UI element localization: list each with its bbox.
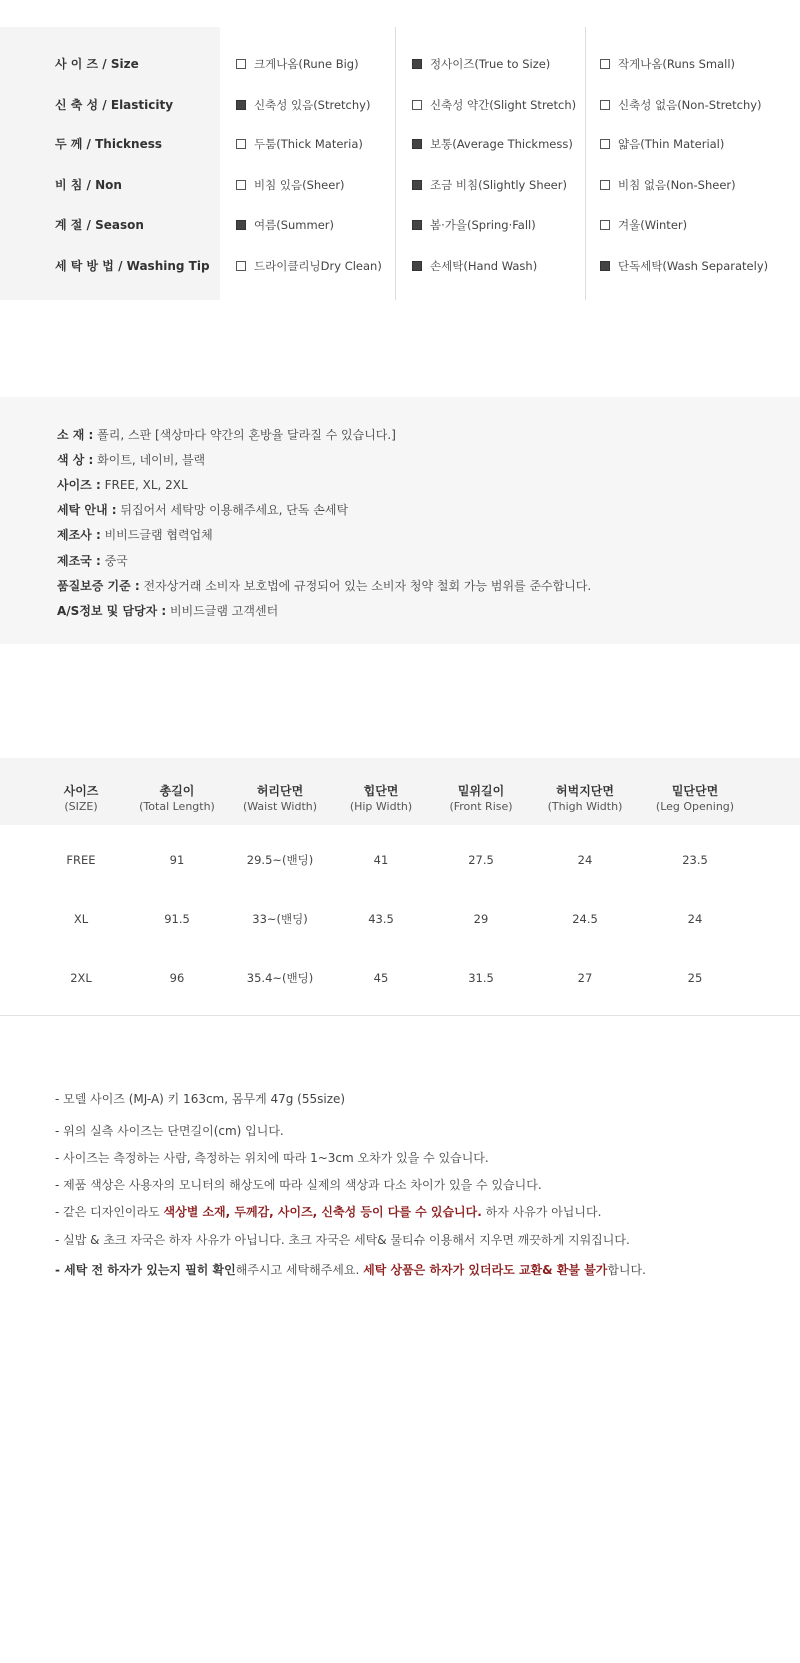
table-cell: 91 bbox=[169, 853, 185, 867]
table-cell: 43.5 bbox=[368, 912, 394, 926]
table-cell: 27.5 bbox=[468, 853, 494, 867]
checked-box-icon bbox=[412, 139, 422, 149]
column-header-korean: 밑단단면 bbox=[671, 784, 719, 798]
attribute-label: 사 이 즈 / Size bbox=[55, 57, 139, 71]
attribute-option-label: 단독세탁(Wash Separately) bbox=[618, 259, 769, 273]
table-cell: 96 bbox=[169, 971, 185, 985]
note-warning-text: 세탁 상품은 하자가 있더라도 교환& 환불 불가 bbox=[363, 1263, 608, 1277]
product-info-value: 폴리, 스판 [색상마다 약간의 혼방율 달라질 수 있습니다.] bbox=[93, 428, 396, 442]
attribute-option-label: 얇음(Thin Material) bbox=[618, 137, 725, 151]
column-header-korean: 밑위길이 bbox=[457, 784, 505, 798]
table-cell: 24 bbox=[687, 912, 703, 926]
product-info-value: FREE, XL, 2XL bbox=[100, 478, 188, 492]
column-header-english: (Leg Opening) bbox=[655, 800, 735, 813]
attribute-label: 신 축 성 / Elasticity bbox=[55, 98, 174, 112]
table-cell: 23.5 bbox=[682, 853, 708, 867]
unchecked-box-icon bbox=[236, 180, 246, 190]
attribute-option-label: 정사이즈(True to Size) bbox=[430, 57, 551, 71]
product-info-key: 색 상 : bbox=[57, 453, 94, 467]
attribute-option bbox=[600, 256, 768, 276]
table-cell: FREE bbox=[66, 853, 96, 867]
attribute-option-label: 조금 비침(Slightly Sheer) bbox=[430, 178, 567, 192]
attribute-option bbox=[236, 54, 359, 74]
column-header-english: (Thigh Width) bbox=[547, 800, 623, 813]
attribute-option-label: 여름(Summer) bbox=[254, 218, 334, 232]
product-info-key: 세탁 안내 : bbox=[57, 503, 117, 517]
note-text: 합니다. bbox=[607, 1263, 646, 1277]
note-item: - 사이즈는 측정하는 사람, 측정하는 위치에 따라 1~3cm 오차가 있을 수 있습니다. bbox=[55, 1151, 489, 1165]
attribute-option bbox=[412, 256, 537, 276]
attribute-option-label: 겨울(Winter) bbox=[618, 218, 688, 232]
column-header-korean: 허리단면 bbox=[256, 784, 304, 798]
column-header-english: (Waist Width) bbox=[242, 800, 318, 813]
attribute-option bbox=[236, 256, 382, 276]
product-info-line bbox=[57, 425, 396, 445]
attribute-option-label: 손세탁(Hand Wash) bbox=[430, 259, 538, 273]
column-header-korean: 사이즈 bbox=[63, 784, 99, 798]
table-cell: XL bbox=[73, 912, 89, 926]
product-info-value: 비비드글램 협력업체 bbox=[100, 528, 213, 542]
checked-box-icon bbox=[412, 220, 422, 230]
product-info-line bbox=[57, 576, 591, 596]
attribute-option bbox=[600, 95, 762, 115]
product-info-line bbox=[57, 551, 128, 571]
product-info-value: 비비드글램 고객센터 bbox=[166, 604, 279, 618]
attribute-grid bbox=[0, 27, 800, 300]
attribute-option bbox=[412, 54, 550, 74]
unchecked-box-icon bbox=[236, 59, 246, 69]
attribute-option-label: 비침 있음(Sheer) bbox=[254, 178, 345, 192]
note-item: - 모델 사이즈 (MJ-A) 키 163cm, 몸무게 47g (55size) bbox=[55, 1092, 346, 1106]
column-header-korean: 총길이 bbox=[159, 784, 195, 798]
table-cell: 2XL bbox=[70, 971, 92, 985]
checked-box-icon bbox=[412, 59, 422, 69]
attribute-option-label: 봄·가을(Spring·Fall) bbox=[430, 218, 536, 232]
table-cell: 41 bbox=[373, 853, 389, 867]
table-cell: 24.5 bbox=[572, 912, 598, 926]
unchecked-box-icon bbox=[600, 139, 610, 149]
unchecked-box-icon bbox=[600, 220, 610, 230]
attribute-option-label: 신축성 약간(Slight Stretch) bbox=[430, 98, 577, 112]
attribute-option bbox=[236, 134, 363, 154]
attribute-option bbox=[600, 215, 687, 235]
note-item: - 실밥 & 초크 자국은 하자 사유가 아닙니다. 초크 자국은 세탁& 물티슈 이용해서 지우면 깨끗하게 지워집니다. bbox=[55, 1233, 630, 1247]
table-cell: 25 bbox=[687, 971, 703, 985]
product-info-line bbox=[57, 450, 205, 470]
unchecked-box-icon bbox=[600, 59, 610, 69]
note-text: 해주시고 세탁해주세요. bbox=[235, 1263, 364, 1277]
product-info-line bbox=[57, 475, 188, 495]
product-info-key: 제조사 : bbox=[57, 528, 101, 542]
note-warning-text: 색상별 소재, 두께감, 사이즈, 신축성 등이 다를 수 있습니다. bbox=[163, 1205, 482, 1219]
attribute-label: 계 절 / Season bbox=[55, 218, 144, 232]
checked-box-icon bbox=[236, 220, 246, 230]
attribute-label: 비 침 / Non bbox=[55, 178, 122, 192]
attribute-option bbox=[600, 134, 724, 154]
note-text: 하자 사유가 아닙니다. bbox=[481, 1205, 602, 1219]
attribute-option bbox=[412, 134, 573, 154]
product-info-key: 소 재 : bbox=[57, 428, 94, 442]
attribute-option bbox=[600, 175, 736, 195]
note-text: - 같은 디자인이라도 bbox=[55, 1205, 164, 1219]
column-divider bbox=[585, 27, 586, 300]
table-cell: 33~(밴딩) bbox=[252, 912, 308, 926]
note-bold-text: - 세탁 전 하자가 있는지 필히 확인 bbox=[55, 1263, 236, 1277]
size-table-column-header bbox=[630, 783, 760, 815]
column-header-korean: 허벅지단면 bbox=[556, 784, 614, 798]
unchecked-box-icon bbox=[600, 100, 610, 110]
attribute-option-label: 신축성 있음(Stretchy) bbox=[254, 98, 371, 112]
attribute-option-label: 크게나옴(Rune Big) bbox=[254, 57, 359, 71]
product-info-line bbox=[57, 525, 213, 545]
column-header-english: (Total Length) bbox=[139, 800, 215, 813]
attribute-option-label: 작게나옴(Runs Small) bbox=[618, 57, 736, 71]
table-cell: 29.5~(밴딩) bbox=[246, 853, 314, 867]
column-header-english: (Front Rise) bbox=[449, 800, 513, 813]
checked-box-icon bbox=[600, 261, 610, 271]
checked-box-icon bbox=[412, 180, 422, 190]
attribute-option bbox=[236, 175, 345, 195]
table-cell: 24 bbox=[577, 853, 593, 867]
product-info-value: 뒤집어서 세탁망 이용해주세요, 단독 손세탁 bbox=[116, 503, 349, 517]
product-info-key: A/S정보 및 담당자 : bbox=[57, 604, 167, 618]
checked-box-icon bbox=[412, 261, 422, 271]
product-info-value: 전자상거래 소비자 보호법에 규정되어 있는 소비자 청약 철회 가능 범위를 준수합니다. bbox=[139, 579, 592, 593]
table-cell: 31.5 bbox=[468, 971, 494, 985]
product-info-line bbox=[57, 500, 348, 520]
product-info-key: 사이즈 : bbox=[57, 478, 101, 492]
attribute-option bbox=[236, 95, 370, 115]
table-cell: 29 bbox=[473, 912, 489, 926]
attribute-option-label: 보통(Average Thickmess) bbox=[430, 137, 573, 151]
attribute-label: 세 탁 방 법 / Washing Tip bbox=[55, 259, 210, 273]
unchecked-box-icon bbox=[412, 100, 422, 110]
attribute-option-label: 비침 없음(Non-Sheer) bbox=[618, 178, 736, 192]
column-divider bbox=[395, 27, 396, 300]
table-cell: 45 bbox=[373, 971, 389, 985]
product-info-key: 품질보증 기준 : bbox=[57, 579, 140, 593]
product-info-value: 화이트, 네이비, 블랙 bbox=[93, 453, 206, 467]
product-info-value: 중국 bbox=[100, 554, 128, 568]
unchecked-box-icon bbox=[236, 139, 246, 149]
table-divider bbox=[0, 1015, 800, 1016]
note-item: - 제품 색상은 사용자의 모니터의 해상도에 따라 실제의 색상과 다소 차이가 있을 수 있습니다. bbox=[55, 1178, 542, 1192]
attribute-option bbox=[236, 215, 334, 235]
column-header-english: (Hip Width) bbox=[349, 800, 413, 813]
attribute-option bbox=[412, 95, 576, 115]
table-cell: 35.4~(밴딩) bbox=[246, 971, 314, 985]
product-info-panel bbox=[0, 397, 800, 644]
attribute-option-label: 두툼(Thick Materia) bbox=[254, 137, 363, 151]
unchecked-box-icon bbox=[600, 180, 610, 190]
unchecked-box-icon bbox=[236, 261, 246, 271]
product-info-key: 제조국 : bbox=[57, 554, 101, 568]
table-cell: 91.5 bbox=[164, 912, 190, 926]
column-header-korean: 힙단면 bbox=[363, 784, 399, 798]
attribute-option bbox=[412, 175, 567, 195]
note-item: - 위의 실측 사이즈는 단면길이(cm) 입니다. bbox=[55, 1124, 284, 1138]
product-info-line bbox=[57, 601, 278, 621]
note-item bbox=[55, 1260, 646, 1280]
attribute-option bbox=[412, 215, 536, 235]
attribute-label: 두 께 / Thickness bbox=[55, 137, 163, 151]
checked-box-icon bbox=[236, 100, 246, 110]
note-item bbox=[55, 1202, 601, 1222]
table-cell: 27 bbox=[577, 971, 593, 985]
attribute-option bbox=[600, 54, 735, 74]
attribute-option-label: 신축성 없음(Non-Stretchy) bbox=[618, 98, 762, 112]
column-header-english: (SIZE) bbox=[64, 800, 98, 813]
attribute-option-label: 드라이클리닝Dry Clean) bbox=[254, 259, 382, 273]
